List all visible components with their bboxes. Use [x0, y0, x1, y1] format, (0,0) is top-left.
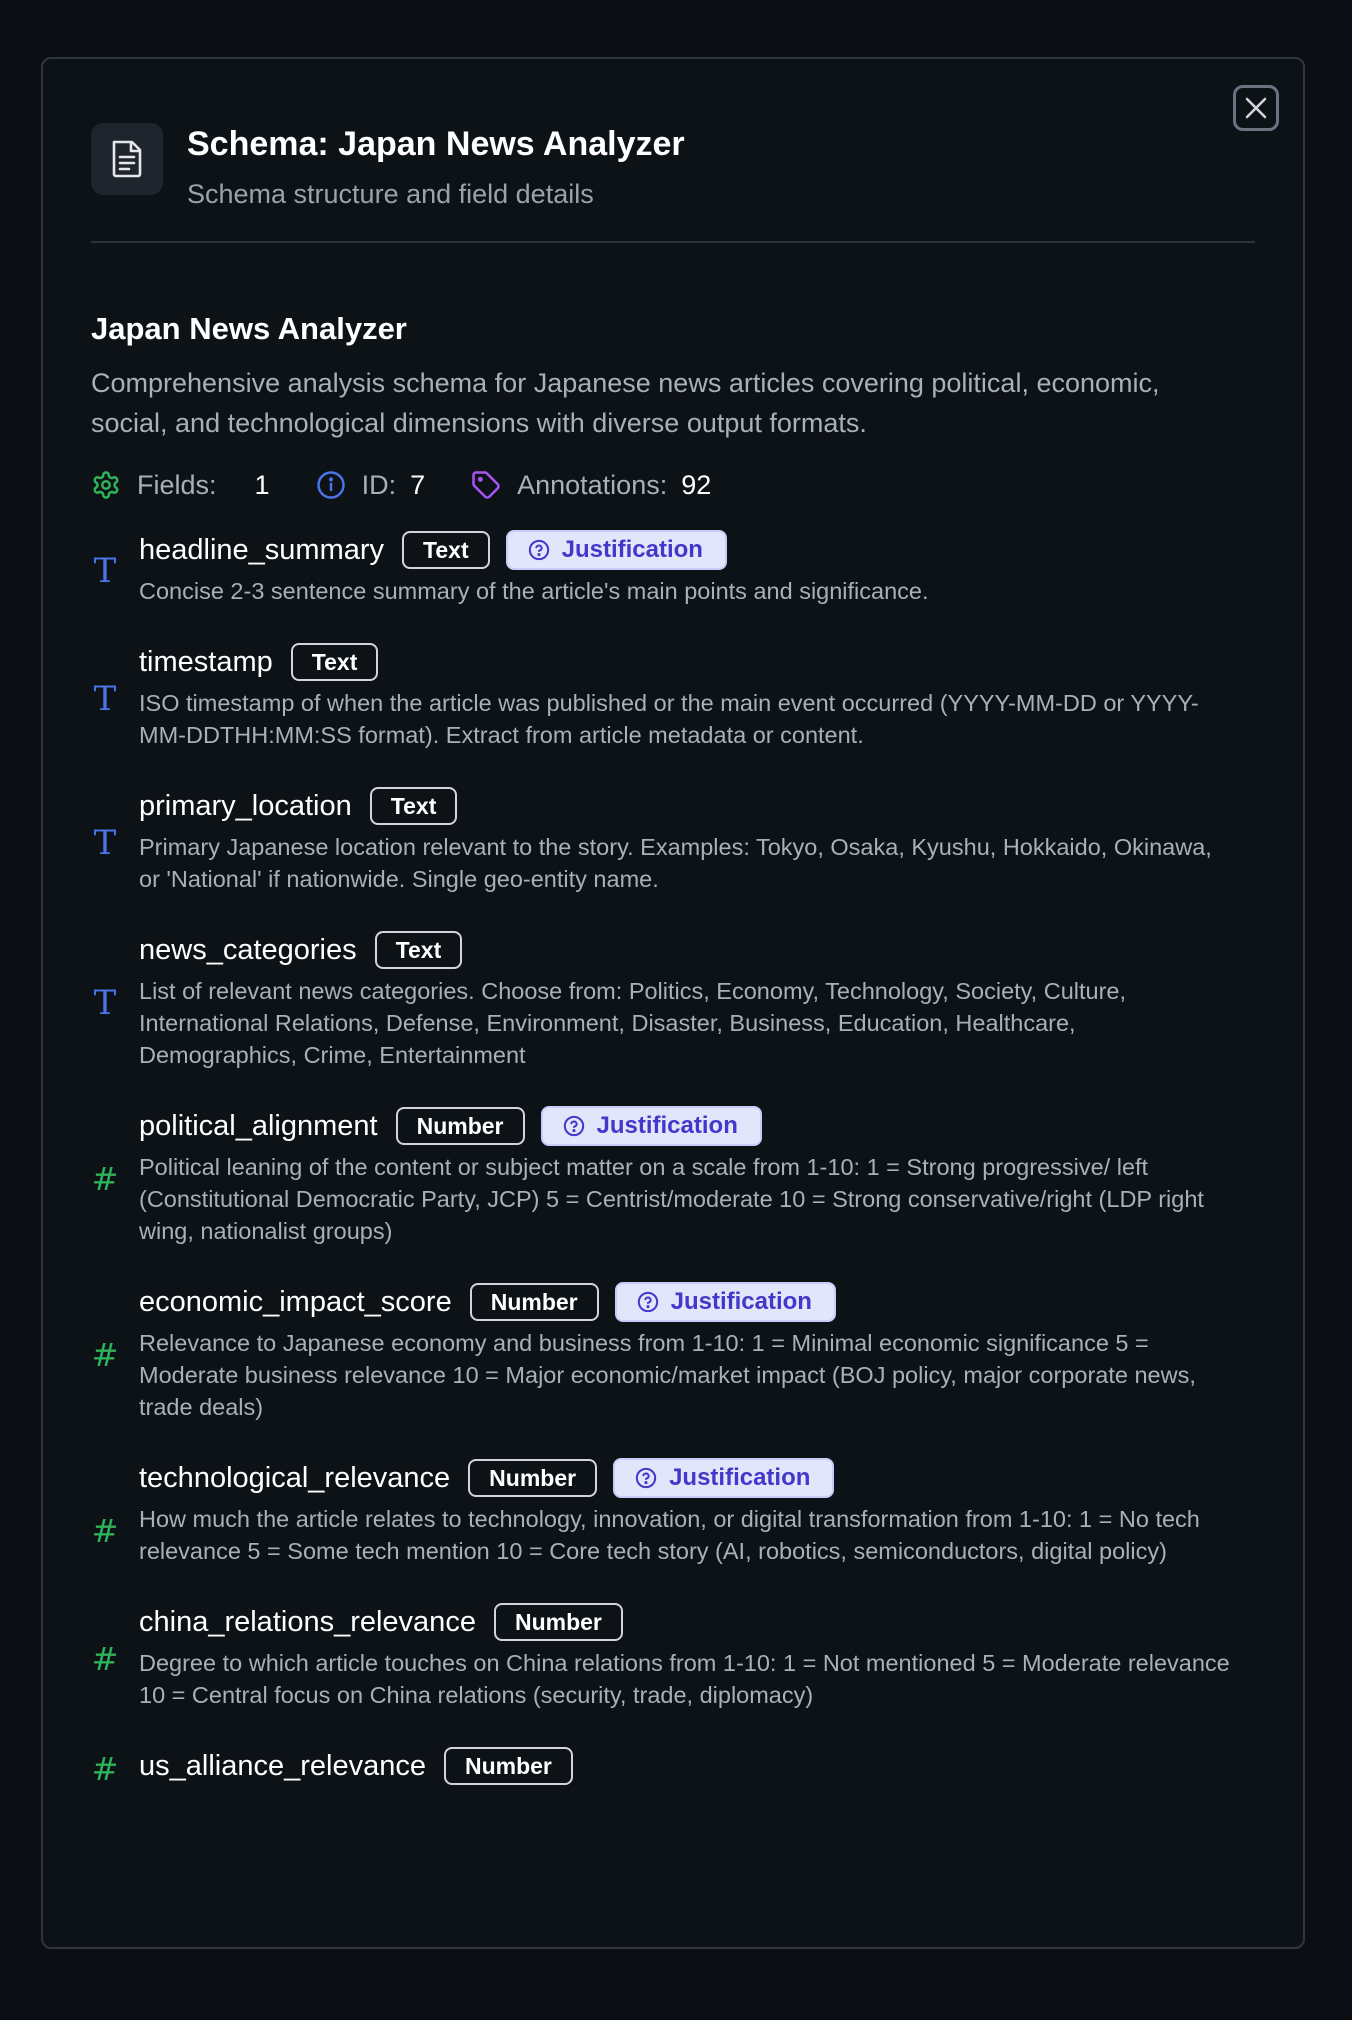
justification-label: Justification	[669, 1464, 811, 1491]
help-circle-icon	[563, 1115, 585, 1137]
justification-badge	[506, 530, 727, 570]
field-type-badge: Text	[375, 931, 463, 969]
field-type-badge: Number	[396, 1107, 525, 1145]
schema-id	[316, 470, 426, 501]
field-header	[139, 1457, 1233, 1499]
justification-badge	[541, 1106, 762, 1146]
field-description: List of relevant news categories. Choose from: Politics, Economy, Technology, Society, Culture, International Relations, Defense, Environment, Disaster, Business, Education, Healthcare, Demographics, Crime, Entertainment	[139, 978, 1127, 1068]
number-type-icon: #	[91, 1160, 119, 1198]
field-type-badge: Text	[291, 643, 379, 681]
tag-icon	[471, 470, 501, 500]
field-row	[91, 1601, 1233, 1711]
schema-description: Comprehensive analysis schema for Japanese news articles covering political, economic, social, and technological dimensions with diverse output formats.	[91, 368, 1160, 438]
justification-badge	[615, 1282, 836, 1322]
number-type-icon: #	[91, 1336, 119, 1374]
justification-label: Justification	[670, 1288, 812, 1315]
field-header	[139, 1281, 1233, 1323]
text-type-icon: T	[93, 983, 117, 1023]
id-value: 7	[410, 469, 426, 500]
annotations-label: Annotations:	[517, 469, 668, 500]
help-circle-icon	[637, 1291, 659, 1313]
field-row	[91, 785, 1233, 895]
number-type-icon: #	[91, 1512, 119, 1550]
field-name: timestamp	[139, 645, 273, 678]
dialog-header	[91, 123, 1255, 243]
field-row	[91, 529, 1233, 607]
field-row	[91, 1105, 1233, 1247]
schema-meta	[91, 465, 1233, 505]
field-type-badge: Text	[402, 531, 490, 569]
field-row	[91, 1745, 1233, 1787]
field-name: primary_location	[139, 789, 352, 822]
field-type-badge: Text	[370, 787, 458, 825]
help-circle-icon	[528, 539, 550, 561]
fields-list	[91, 529, 1233, 1787]
field-description: Primary Japanese location relevant to the story. Examples: Tokyo, Osaka, Kyushu, Hokkaido, Okinawa, or 'National' if nationwide. Single geo-entity name.	[139, 834, 1212, 892]
schema-dialog	[41, 57, 1305, 1949]
justification-badge	[613, 1458, 834, 1498]
info-icon	[316, 470, 346, 500]
field-name: us_alliance_relevance	[139, 1749, 426, 1782]
annotations-value: 92	[681, 469, 712, 500]
field-header	[139, 929, 1233, 971]
schema-content	[91, 309, 1233, 1821]
document-icon	[91, 123, 163, 195]
field-description: Political leaning of the content or subject matter on a scale from 1-10: 1 = Strong progressive/ left (Constitutional Democratic Party, JCP) 5 = Centrist/moderate 10 = Strong conservative/right (LDP right wing, nationalist groups)	[139, 1154, 1204, 1244]
field-type-badge: Number	[444, 1747, 573, 1785]
field-name: news_categories	[139, 933, 357, 966]
fields-count	[91, 470, 270, 501]
field-description: ISO timestamp of when the article was published or the main event occurred (YYYY-MM-DD or YYYY-MM-DDTHH:MM:SS format). Extract from article metadata or content.	[139, 690, 1199, 748]
text-type-icon: T	[93, 551, 117, 591]
number-type-icon: #	[91, 1640, 119, 1678]
field-header	[139, 529, 1233, 571]
field-row	[91, 1457, 1233, 1567]
field-header	[139, 785, 1233, 827]
help-circle-icon	[635, 1467, 657, 1489]
field-type-badge: Number	[468, 1459, 597, 1497]
field-description: Degree to which article touches on China relations from 1-10: 1 = Not mentioned 5 = Moderate relevance 10 = Central focus on China relations (security, trade, diplomacy)	[139, 1650, 1230, 1708]
dialog-subtitle: Schema structure and field details	[187, 179, 594, 209]
justification-label: Justification	[596, 1112, 738, 1139]
field-name: headline_summary	[139, 533, 385, 566]
field-name: political_alignment	[139, 1109, 378, 1142]
field-type-badge: Number	[470, 1283, 599, 1321]
text-type-icon: T	[93, 823, 117, 863]
dialog-title: Schema: Japan News Analyzer	[187, 125, 685, 163]
field-type-badge: Number	[494, 1603, 623, 1641]
field-name: economic_impact_score	[139, 1285, 452, 1318]
field-header	[139, 1105, 1233, 1147]
field-name: china_relations_relevance	[139, 1605, 476, 1638]
field-header	[139, 641, 1233, 683]
justification-label: Justification	[561, 536, 703, 563]
field-description: Concise 2-3 sentence summary of the article's main points and significance.	[139, 578, 929, 604]
fields-label: Fields:	[137, 469, 217, 500]
schema-name: Japan News Analyzer	[91, 311, 407, 346]
field-row	[91, 641, 1233, 751]
field-description: How much the article relates to technology, innovation, or digital transformation from 1-10: 1 = No tech relevance 5 = Some tech mention 10 = Core tech story (AI, robotics, semiconductors, digital policy)	[139, 1506, 1200, 1564]
gear-icon	[91, 470, 121, 500]
field-header	[139, 1601, 1233, 1643]
field-row	[91, 929, 1233, 1071]
annotations-count	[471, 470, 711, 501]
field-row	[91, 1281, 1233, 1423]
text-type-icon: T	[93, 679, 117, 719]
number-type-icon: #	[91, 1750, 119, 1788]
id-label: ID:	[361, 469, 397, 500]
x-icon	[1245, 97, 1267, 119]
fields-value: 1	[254, 469, 270, 500]
field-name: technological_relevance	[139, 1461, 451, 1494]
field-description: Relevance to Japanese economy and business from 1-10: 1 = Minimal economic significance 5 = Moderate business relevance 10 = Major economic/market impact (BOJ policy, major corporate news, trade deals)	[139, 1330, 1196, 1420]
field-header	[139, 1745, 1233, 1787]
